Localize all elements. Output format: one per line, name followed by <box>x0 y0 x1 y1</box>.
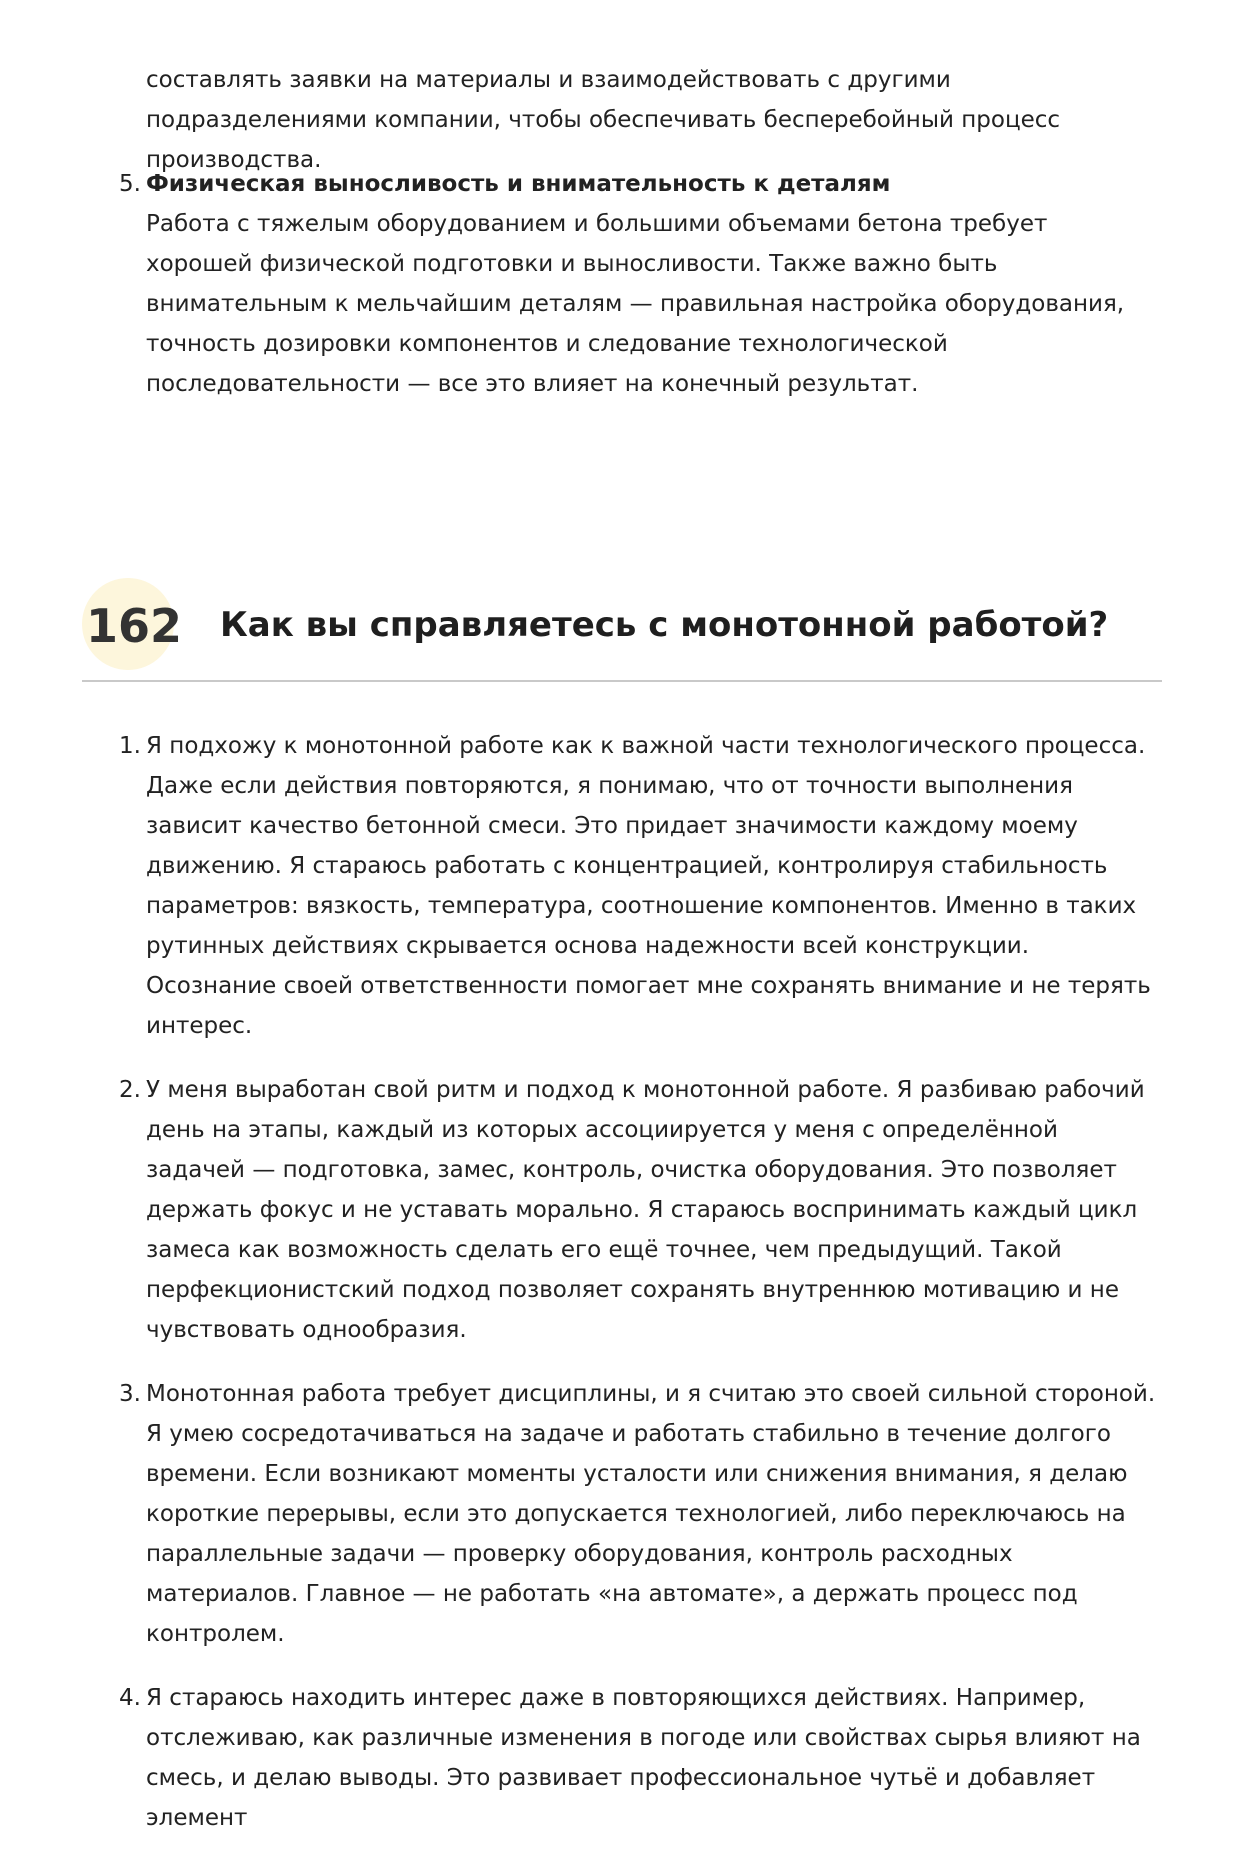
list-item-number: 2. <box>119 1077 141 1103</box>
answer-text: У меня выработан свой ритм и подход к монотонной работе. Я разбиваю рабочий день на этапы, каждый из которых ассоциируется у меня с определённой задачей — подготовка, замес, контроль, очистка оборудования. Это позволяет держать фокус и не уставать морально. Я стараюсь воспринимать каждый цикл замеса как возможность сделать его ещё точнее, чем предыдущий. Такой перфекционистский подход позволяет сохранять внутреннюю мотивацию и не чувствовать однообразия. <box>146 1077 1145 1343</box>
list-item-number: 1. <box>119 733 141 759</box>
list-item <box>110 164 1160 404</box>
list-item-number: 4. <box>119 1685 141 1711</box>
continuation-paragraph: составлять заявки на материалы и взаимодействовать с другими подразделениями компании, чтобы обеспечивать бесперебойный процесс производства. <box>146 67 1061 173</box>
list-item <box>110 726 1160 1046</box>
answers-list <box>110 726 1160 1862</box>
list-item-body: Работа с тяжелым оборудованием и большими объемами бетона требует хорошей физической подготовки и выносливости. Также важно быть внимательным к мельчайшим деталям — правильная настройка оборудования, точность дозировки компонентов и следование технологической последовательности — все это влияет на конечный результат. <box>146 211 1125 397</box>
answer-text: Я подхожу к монотонной работе как к важной части технологического процесса. Даже если действия повторяются, я понимаю, что от точности выполнения зависит качество бетонной смеси. Это придает значимости каждому моему движению. Я стараюсь работать с концентрацией, контролируя стабильность параметров: вязкость, температура, соотношение компонентов. Именно в таких рутинных действиях скрывается основа надежности всей конструкции. Осознание своей ответственности помогает мне сохранять внимание и не терять интерес. <box>146 733 1151 1039</box>
list-item-number: 3. <box>119 1381 141 1407</box>
list-item <box>110 1070 1160 1350</box>
list-item-number: 5. <box>119 171 141 197</box>
question-title: Как вы справляетесь с монотонной работой? <box>220 605 1109 645</box>
answer-text: Монотонная работа требует дисциплины, и я считаю это своей сильной стороной. Я умею сосредотачиваться на задаче и работать стабильно в течение долгого времени. Если возникают моменты усталости или снижения внимания, я делаю короткие перерывы, если это допускается технологией, либо переключаюсь на параллельные задачи — проверку оборудования, контроль расходных материалов. Главное — не работать «на автомате», а держать процесс под контролем. <box>146 1381 1156 1647</box>
list-item-title: Физическая выносливость и внимательность к деталям <box>146 171 891 197</box>
list-item <box>110 1678 1160 1838</box>
previous-list <box>110 164 1160 404</box>
header-divider <box>82 680 1162 682</box>
question-header <box>82 578 1162 686</box>
answer-text: Я стараюсь находить интерес даже в повторяющихся действиях. Например, отслеживаю, как различные изменения в погоде или свойствах сырья влияют на смесь, и делаю выводы. Это развивает профессиональное чутьё и добавляет элемент <box>146 1685 1141 1831</box>
question-number: 162 <box>86 599 183 653</box>
list-item <box>110 1374 1160 1654</box>
